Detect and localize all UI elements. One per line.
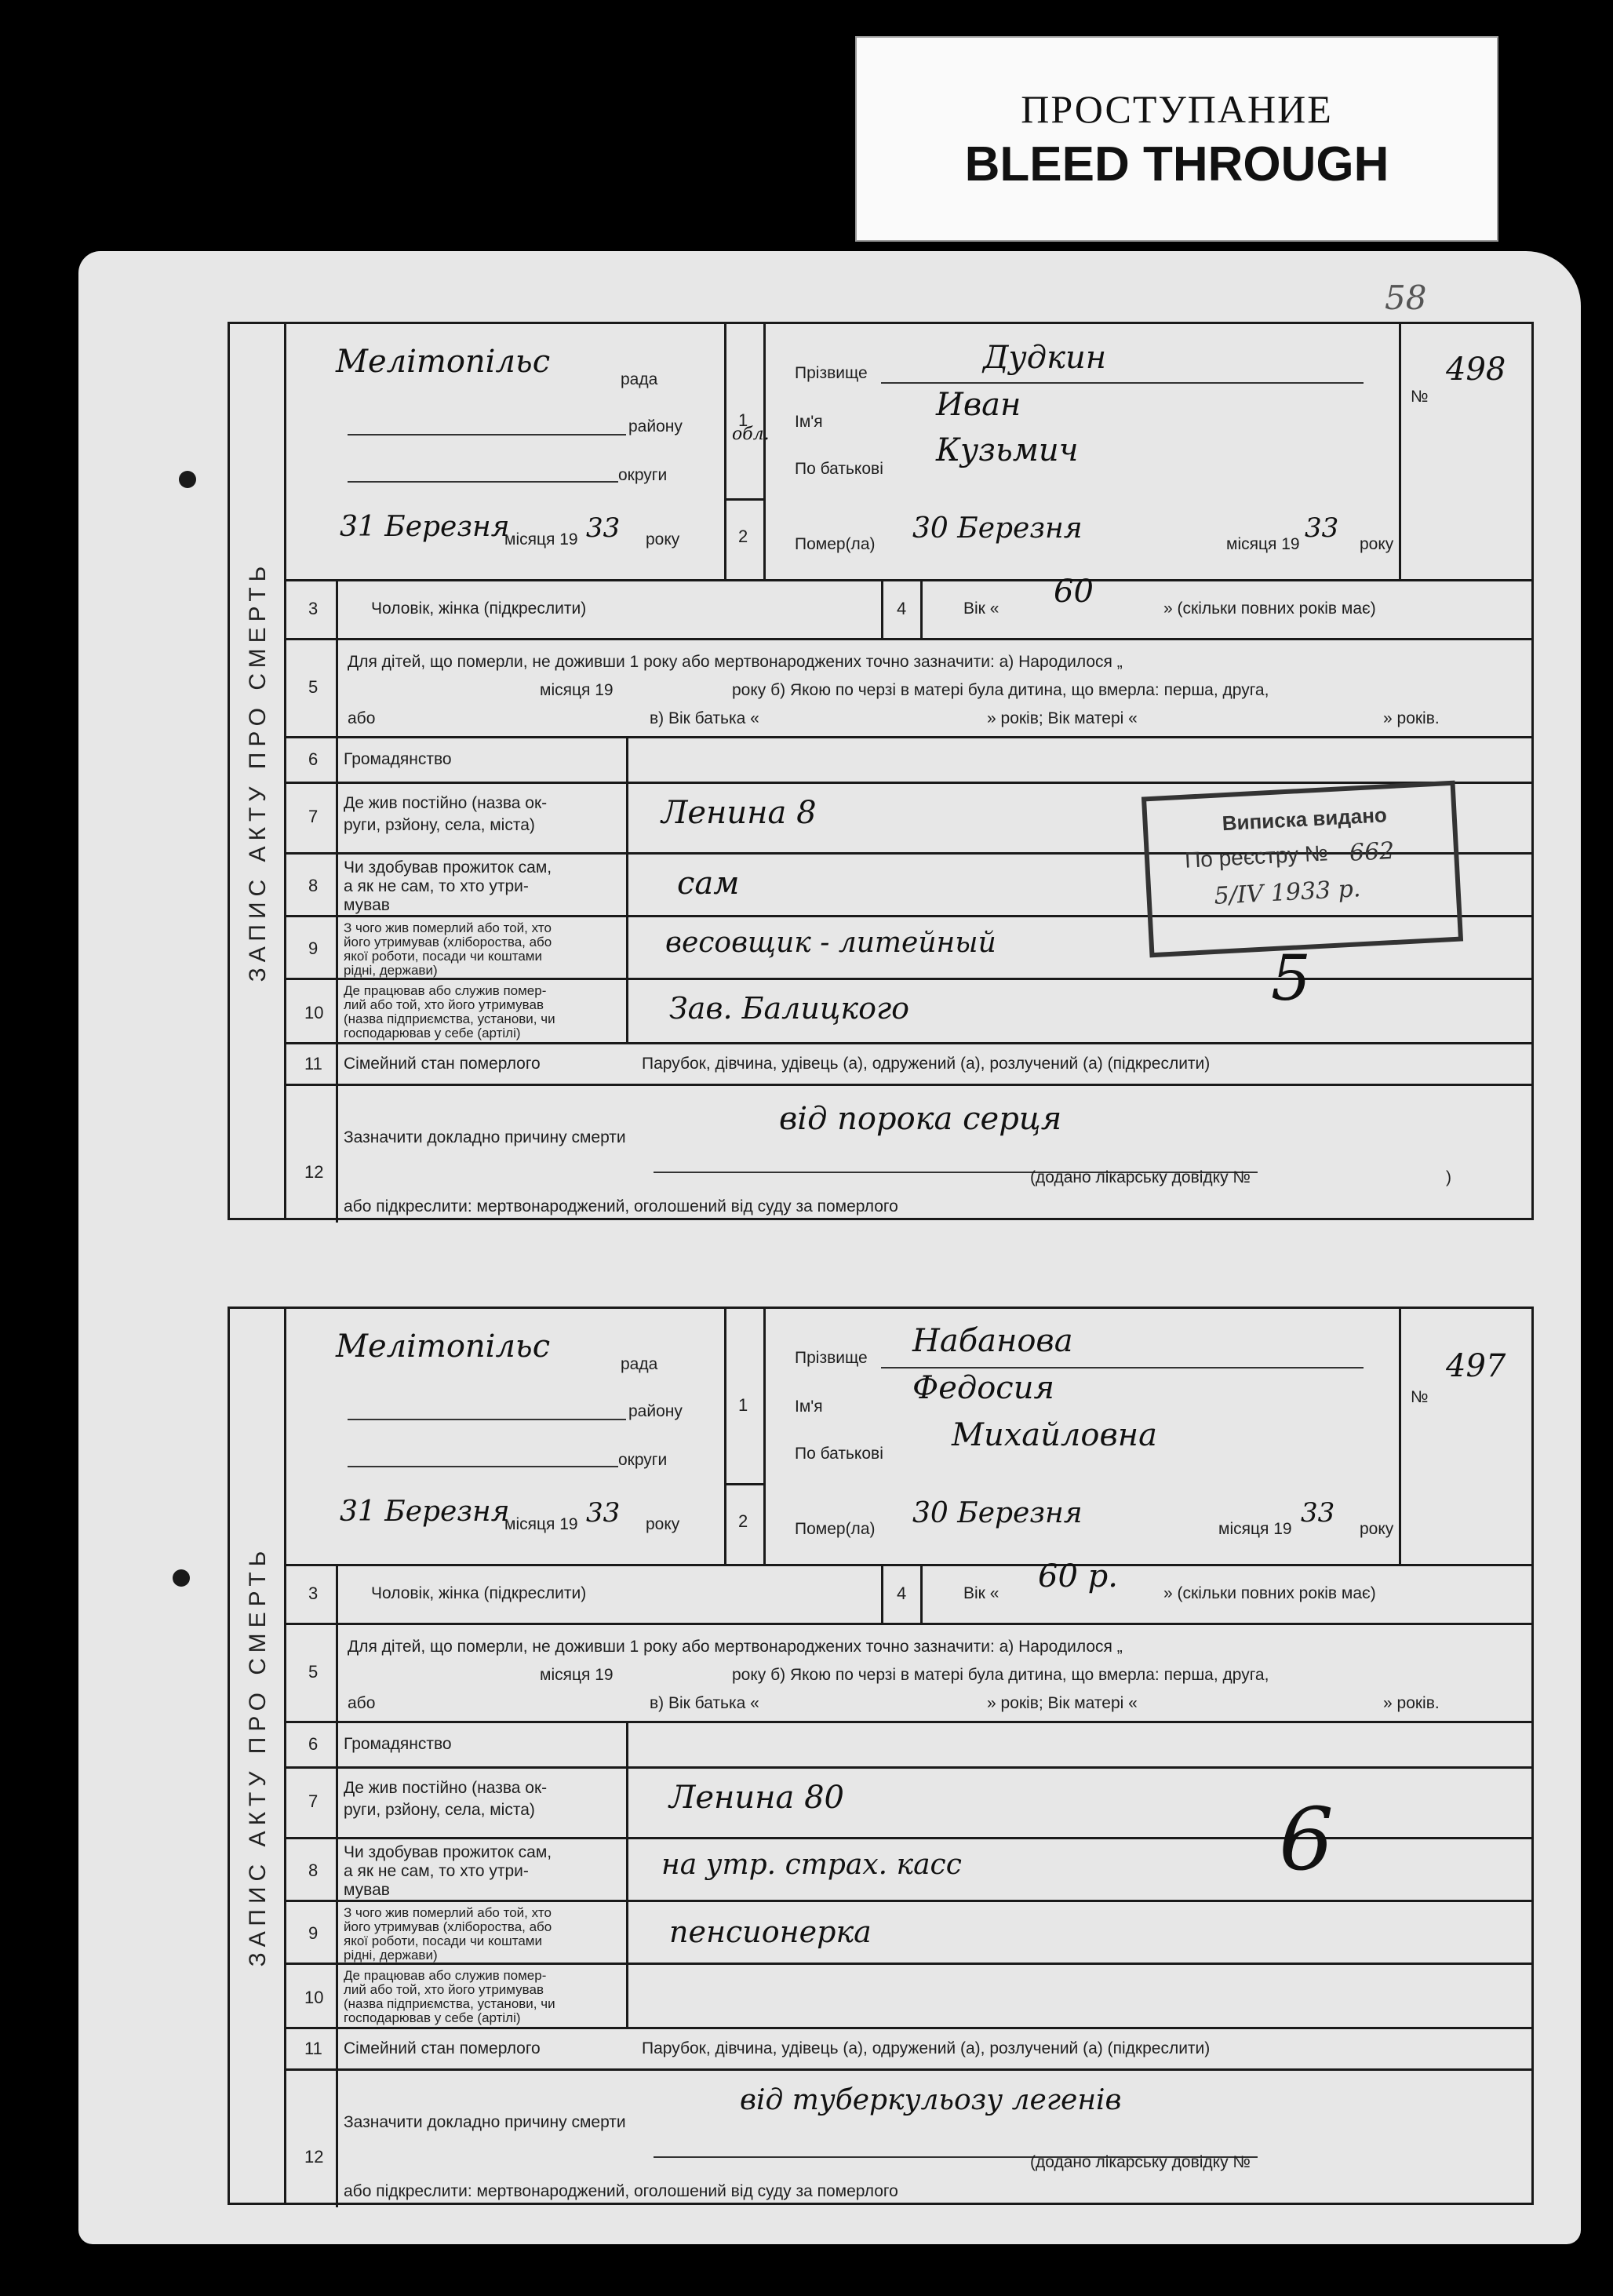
cause-handwritten: від туберкульозу легенів <box>740 2084 1122 2116</box>
age-handwritten: 60 р. <box>1038 1558 1118 1594</box>
means-label-d: рідні, держави) <box>344 963 438 978</box>
record-date-handwritten: 31 Березня <box>340 511 510 543</box>
child-line-5: в) Вік батька « <box>650 1694 759 1712</box>
sheet-mark-handwritten: 5 <box>1271 942 1311 1015</box>
year-label: року <box>646 530 680 548</box>
death-year-handwritten: 33 <box>1301 1497 1335 1529</box>
name-label: Ім'я <box>795 413 823 431</box>
rayonu-label: району <box>628 417 683 436</box>
support-label-a: Чи здобував прожиток сам, <box>344 858 552 876</box>
means-label-d: рідні, держави) <box>344 1948 438 1963</box>
marital-options: Парубок, дівчина, удівець (а), одружений (а), розлучений (а) (підкреслити) <box>642 2039 1211 2057</box>
age-tail-label: » (скільки повних років має) <box>1163 600 1376 618</box>
row-number: 8 <box>308 1860 319 1880</box>
age-label: Вік « <box>963 600 999 618</box>
means-label-b: його утримував (хлібороства, або <box>344 935 552 949</box>
marital-label: Сімейний стан померлого <box>344 2039 541 2057</box>
banner-line-1: ПРОСТУПАНИЕ <box>1021 86 1333 131</box>
rada-handwritten: Мелітопільс <box>336 344 551 380</box>
workplace-label-c: (назва підприємства, установи, чи <box>344 1011 555 1026</box>
age-handwritten: 60 <box>1054 574 1094 610</box>
rada-handwritten: Мелітопільс <box>336 1328 551 1365</box>
residence-label-a: Де жив постійно (назва ок- <box>344 1779 548 1797</box>
death-day-handwritten: 30 Березня <box>912 512 1083 545</box>
workplace-label-d: господарював у себе (артілі) <box>344 2010 521 2025</box>
record-side-title: ЗАПИС АКТУ ПРО СМЕРТЬ <box>245 1545 271 1966</box>
row-number: 2 <box>738 527 748 546</box>
page-number: 58 <box>1385 279 1427 317</box>
workplace-label-a: Де працював або служив помер- <box>344 1968 547 1983</box>
sex-label: Чоловік, жінка (підкреслити) <box>371 1584 587 1602</box>
child-line-7: » років. <box>1383 1694 1440 1712</box>
row-number: 7 <box>308 1791 319 1811</box>
death-day-handwritten: 30 Березня <box>912 1497 1083 1529</box>
row-number: 5 <box>308 677 319 697</box>
record-side-column <box>230 1309 286 2203</box>
cause-label: Зазначити докладно причину смерти <box>344 1128 626 1146</box>
child-line-2: місяця 19 <box>540 681 614 699</box>
patronymic-handwritten: Михайловна <box>952 1417 1157 1453</box>
row-number: 12 <box>304 1162 324 1182</box>
row-number: 3 <box>308 1584 319 1603</box>
surname-handwritten: Дудкин <box>983 340 1107 376</box>
means-label-b: його утримував (хлібороства, або <box>344 1919 552 1934</box>
age-label: Вік « <box>963 1584 999 1602</box>
child-line-1: Для дітей, що померли, не доживши 1 року або мертвонароджених точно зазначити: а) Народилося „ <box>348 1638 1123 1656</box>
certificate-label: (додано лікарську довідку № <box>1030 1168 1251 1186</box>
punch-hole <box>173 1569 190 1587</box>
stamp-line-1: Виписка видано <box>1222 803 1388 836</box>
support-label-b: а як не сам, то хто утри- <box>344 1862 529 1880</box>
row-number: 5 <box>308 1662 319 1682</box>
year-label: року <box>646 1515 680 1533</box>
child-line-4: або <box>348 709 376 727</box>
child-line-5: в) Вік батька « <box>650 709 759 727</box>
row-number: 2 <box>738 1511 748 1531</box>
row-number: 1 <box>738 410 748 430</box>
death-month-label: місяця 19 <box>1226 535 1300 553</box>
rayonu-label: району <box>628 1402 683 1420</box>
death-year-label: року <box>1360 1520 1394 1538</box>
workplace-label-a: Де працював або служив помер- <box>344 983 547 998</box>
surname-label: Прізвище <box>795 1349 868 1367</box>
issued-stamp <box>1141 781 1463 958</box>
workplace-label-b: лий або той, хто його утримував <box>344 997 544 1012</box>
row-number: 9 <box>308 938 319 958</box>
death-date-label: Помер(ла) <box>795 535 876 553</box>
row-number: 6 <box>308 1734 319 1754</box>
rada-label: рада <box>621 370 658 388</box>
support-label-c: мував <box>344 896 390 914</box>
row-number: 7 <box>308 807 319 826</box>
record-number-handwritten: 498 <box>1446 352 1506 388</box>
means-label-a: З чого жив померлий або той, хто <box>344 1905 552 1920</box>
row-number: 3 <box>308 599 319 618</box>
record-number-label: № <box>1411 1388 1429 1406</box>
margin-note-handwritten: обл. <box>732 425 770 444</box>
support-label-c: мував <box>344 1881 390 1899</box>
workplace-label-c: (назва підприємства, установи, чи <box>344 1996 555 2011</box>
death-date-label: Помер(ла) <box>795 1520 876 1538</box>
name-label: Ім'я <box>795 1398 823 1416</box>
banner-line-2: BLEED THROUGH <box>964 137 1389 191</box>
workplace-handwritten: Зав. Балицкого <box>669 991 910 1026</box>
row-number: 11 <box>304 1054 322 1073</box>
child-line-6: » років; Вік матері « <box>987 709 1138 727</box>
row-number: 11 <box>304 2039 322 2058</box>
month-label: місяця 19 <box>504 530 578 548</box>
cause-label: Зазначити докладно причину смерти <box>344 2113 626 2131</box>
child-line-7: » років. <box>1383 709 1440 727</box>
child-line-4: або <box>348 1694 376 1712</box>
child-line-3: року б) Якою по черзі в матері була дитина, що вмерла: перша, друга, <box>732 1666 1269 1684</box>
surname-handwritten: Набанова <box>912 1323 1073 1359</box>
row-number: 6 <box>308 749 319 769</box>
okrugy-label: округи <box>618 1451 668 1469</box>
occupation-handwritten: весовщик - литейный <box>665 927 996 959</box>
record-number-label: № <box>1411 388 1429 406</box>
patronymic-label: По батькові <box>795 1445 883 1463</box>
address-handwritten: Ленина 80 <box>669 1780 844 1816</box>
workplace-label-d: господарював у себе (артілі) <box>344 1026 521 1040</box>
marital-options: Парубок, дівчина, удівець (а), одружений (а), розлучений (а) (підкреслити) <box>642 1055 1211 1073</box>
stamp-date: 5/IV 1933 р. <box>1213 875 1362 910</box>
month-label: місяця 19 <box>504 1515 578 1533</box>
surname-label: Прізвище <box>795 364 868 382</box>
death-month-label: місяця 19 <box>1218 1520 1292 1538</box>
patronymic-label: По батькові <box>795 460 883 478</box>
row-number: 8 <box>308 876 319 895</box>
child-line-2: місяця 19 <box>540 1666 614 1684</box>
child-line-6: » років; Вік матері « <box>987 1694 1138 1712</box>
child-line-3: року б) Якою по черзі в матері була дитина, що вмерла: перша, друга, <box>732 681 1269 699</box>
row-number: 9 <box>308 1923 319 1943</box>
address-handwritten: Ленина 8 <box>661 795 817 831</box>
stillborn-label: або підкреслити: мертвонароджений, оголошений від суду за померлого <box>344 2182 898 2200</box>
bleed-through-label <box>855 36 1498 242</box>
support-label-b: а як не сам, то хто утри- <box>344 877 529 895</box>
death-year-label: року <box>1360 535 1394 553</box>
sheet-mark-handwritten: 6 <box>1279 1789 1334 1890</box>
row-number: 4 <box>897 1584 907 1603</box>
citizenship-label: Громадянство <box>344 750 452 768</box>
means-label-c: якої роботи, посади чи коштами <box>344 949 542 964</box>
stamp-line-2: По реєстру № <box>1184 840 1329 873</box>
row-number: 10 <box>304 1003 324 1022</box>
citizenship-label: Громадянство <box>344 1735 452 1753</box>
row-number: 1 <box>738 1395 748 1415</box>
certificate-close: ) <box>1446 1168 1451 1186</box>
rada-label: рада <box>621 1355 658 1373</box>
residence-label-a: Де жив постійно (назва ок- <box>344 794 548 812</box>
okrugy-label: округи <box>618 466 668 484</box>
residence-label-b: руги, рзйону, села, міста) <box>344 1801 535 1819</box>
occupation-handwritten: пенсионерка <box>669 1915 872 1949</box>
row-number: 4 <box>897 599 907 618</box>
death-record-2 <box>228 1307 1534 2205</box>
name-handwritten: Федосия <box>912 1370 1054 1406</box>
residence-label-b: руги, рзйону, села, міста) <box>344 816 535 834</box>
record-date-handwritten: 31 Березня <box>340 1496 510 1528</box>
certificate-label: (додано лікарську довідку № <box>1030 2153 1251 2171</box>
name-handwritten: Иван <box>936 387 1021 423</box>
stamp-register-number: 662 <box>1349 836 1396 867</box>
punch-hole <box>179 471 196 488</box>
record-year-handwritten: 33 <box>586 512 621 544</box>
means-label-c: якої роботи, посади чи коштами <box>344 1933 542 1948</box>
record-side-title: ЗАПИС АКТУ ПРО СМЕРТЬ <box>245 560 271 982</box>
support-handwritten: сам <box>677 866 740 902</box>
means-label-a: З чого жив померлий або той, хто <box>344 920 552 935</box>
stillborn-label: або підкреслити: мертвонароджений, оголошений від суду за померлого <box>344 1197 898 1215</box>
death-record-1 <box>228 322 1534 1220</box>
support-label-a: Чи здобував прожиток сам, <box>344 1843 552 1861</box>
support-handwritten: на утр. страх. касс <box>661 1849 962 1881</box>
age-tail-label: » (скільки повних років має) <box>1163 1584 1376 1602</box>
marital-label: Сімейний стан померлого <box>344 1055 541 1073</box>
record-side-column <box>230 324 286 1218</box>
death-year-handwritten: 33 <box>1305 512 1339 544</box>
record-year-handwritten: 33 <box>586 1497 621 1529</box>
patronymic-handwritten: Кузьмич <box>936 432 1079 468</box>
row-number: 10 <box>304 1988 324 2007</box>
row-number: 12 <box>304 2147 324 2167</box>
child-line-1: Для дітей, що померли, не доживши 1 року або мертвонароджених точно зазначити: а) Народилося „ <box>348 653 1123 671</box>
workplace-label-b: лий або той, хто його утримував <box>344 1982 544 1997</box>
cause-handwritten: від порока серця <box>779 1101 1062 1137</box>
sex-label: Чоловік, жінка (підкреслити) <box>371 600 587 618</box>
record-number-handwritten: 497 <box>1446 1348 1506 1384</box>
